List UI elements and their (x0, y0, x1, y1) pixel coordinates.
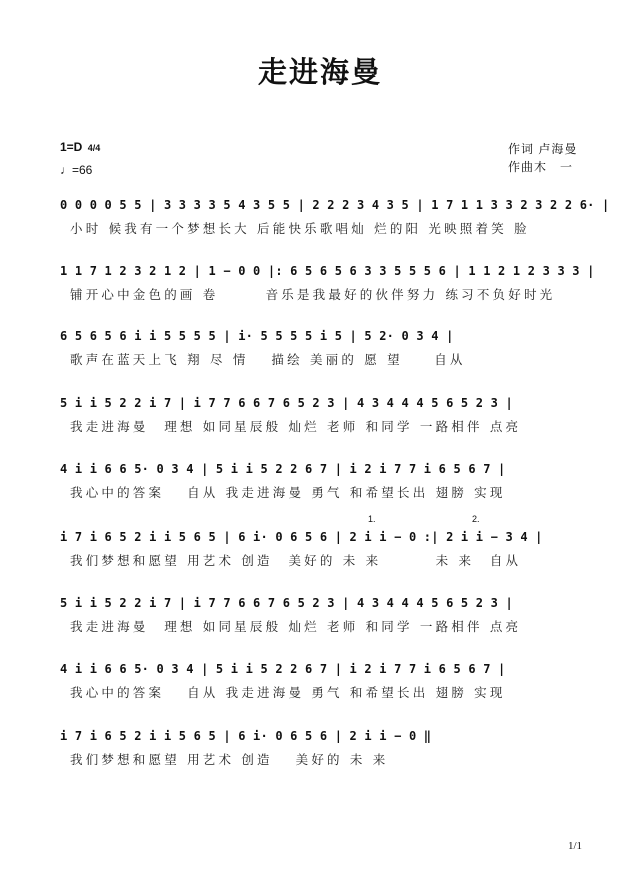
key-time-signature (60, 140, 100, 154)
score-system (60, 725, 582, 771)
page-number: 1/1 (568, 840, 583, 852)
score-system (60, 658, 582, 704)
notation-line: 5 i i 5 2 2 i 7 | i 7 7 6 6 7 6 5 2 3 | 4 3 4 4 4 5 6 5 2 3 | (60, 396, 513, 410)
key-signature: 1=D (60, 140, 83, 154)
song-title: 走进海曼 (257, 55, 382, 89)
time-signature: 4/4 (87, 143, 101, 153)
score-system (60, 514, 582, 572)
notation-line: 4 i i 6 6 5· 0 3 4 | 5 i i 5 2 2 6 7 | i 2 i 7 7 i 6 5 6 7 | (60, 662, 506, 676)
lyrics-line: 我心中的答案 自从 我走进海曼 勇气 和希望长出 翅膀 实现 (70, 685, 506, 700)
score-system (60, 325, 582, 371)
volta-1-marker: 1. (368, 514, 376, 524)
lyrics-line: 我们梦想和愿望 用艺术 创造 美好的 未 来 未 来 自从 (70, 553, 522, 568)
composer-credit: 作曲木 一 (508, 160, 574, 174)
notation-line: 1 1 7 1 2 3 2 1 2 | 1 − 0 0 |: 6 5 6 5 6 3 3 5 5 5 6 | 1 1 2 1 2 3 3 3 | (60, 264, 595, 278)
score-system (60, 392, 582, 438)
notation-line: i 7 i 6 5 2 i i 5 6 5 | 6 i· 0 6 5 6 | 2 i i − 0 ‖ (60, 729, 432, 743)
notation-line: 6 5 6 5 6 i i 5 5 5 5 | i· 5 5 5 5 i 5 | 5 2· 0 3 4 | (60, 329, 454, 343)
score-system (60, 458, 582, 504)
lyrics-line: 我走进海曼 理想 如同星辰般 灿烂 老师 和同学 一路相伴 点亮 (70, 619, 522, 634)
lyrics-line: 我们梦想和愿望 用艺术 创造 美好的 未 来 (70, 752, 389, 767)
lyrics-line: 我走进海曼 理想 如同星辰般 灿烂 老师 和同学 一路相伴 点亮 (70, 419, 522, 434)
lyrics-line: 歌声在蓝天上飞 翔 尽 情 描绘 美丽的 愿 望 自从 (70, 352, 466, 367)
lyrics-line: 我心中的答案 自从 我走进海曼 勇气 和希望长出 翅膀 实现 (70, 485, 506, 500)
notation-line: 4 i i 6 6 5· 0 3 4 | 5 i i 5 2 2 6 7 | i 2 i 7 7 i 6 5 6 7 | (60, 462, 506, 476)
score-system (60, 592, 582, 638)
volta-2-marker: 2. (472, 514, 480, 524)
lyrics-line: 铺开心中金色的画 卷 音乐是我最好的伙伴努力 练习不负好时光 (70, 287, 556, 302)
tempo-marking: ♩=66 (60, 163, 93, 177)
lyricist-credit: 作词 卢海曼 (508, 142, 578, 156)
notation-line: 5 i i 5 2 2 i 7 | i 7 7 6 6 7 6 5 2 3 | 4 3 4 4 4 5 6 5 2 3 | (60, 596, 513, 610)
score-system (60, 194, 610, 240)
notation-line: 0 0 0 0 5 5 | 3 3 3 3 5 4 3 5 5 | 2 2 2 3 4 3 5 | 1 7 1 1 3 3 2 3 2 2 6· | (60, 198, 610, 212)
lyrics-line: 小时 候我有一个梦想长大 后能快乐歌唱灿 烂的阳 光映照着笑 脸 (70, 221, 530, 236)
score-system (60, 260, 595, 306)
notation-line: i 7 i 6 5 2 i i 5 6 5 | 6 i· 0 6 5 6 | 2 i i − 0 :| 2 i i − 3 4 | (60, 530, 543, 544)
